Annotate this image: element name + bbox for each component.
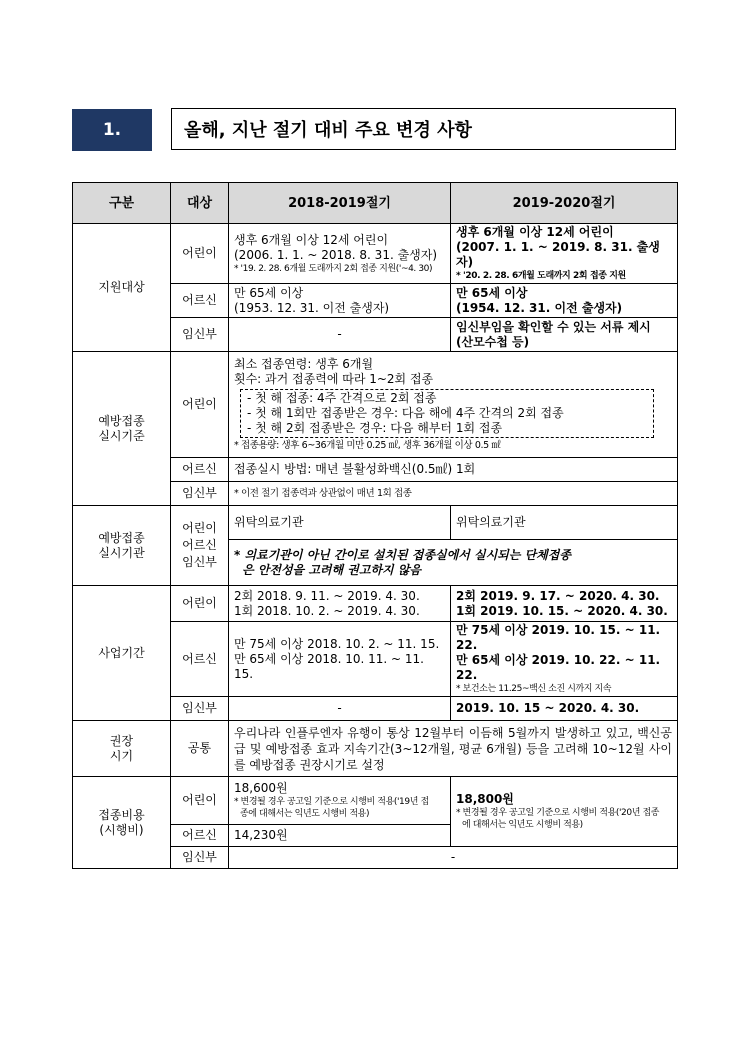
target-child: 어린이 xyxy=(171,777,229,825)
text-line: 생후 6개월 이상 12세 어린이 xyxy=(234,232,389,247)
standard-elder: 접종실시 방법: 매년 불활성화백신(0.5㎖) 1회 xyxy=(229,458,678,482)
target-pregnant: 임신부 xyxy=(171,318,229,352)
text-line: 만 65세 이상 2019. 10. 22. ~ 11. 22. xyxy=(456,653,661,682)
header-prev-season: 2018-2019절기 xyxy=(229,183,451,224)
note: * 변경될 경우 공고일 기준으로 시행비 적용('20년 접종 xyxy=(456,808,660,818)
text-line: 만 75세 이상 2018. 10. 2. ~ 11. 15. xyxy=(234,636,440,651)
support-pregnant-cur xyxy=(451,318,678,352)
text-line: (2007. 1. 1. ~ 2019. 8. 31. 출생자) xyxy=(456,240,660,269)
text-line: (1954. 12. 31. 이전 출생자) xyxy=(456,300,623,315)
note: * '20. 2. 28. 6개월 도래까지 2회 접종 지원 xyxy=(456,271,626,281)
note: * 보건소는 11.25~백신 소진 시까지 지속 xyxy=(456,684,612,694)
target-child: 어린이 xyxy=(171,352,229,458)
note: * 변경될 경우 공고일 기준으로 시행비 적용('19년 접 xyxy=(234,797,429,807)
support-child-cur xyxy=(451,224,678,284)
table-row xyxy=(73,586,678,622)
text-line: 1회 2019. 10. 15. ~ 2020. 4. 30. xyxy=(456,603,668,618)
text-line: 18,800원 xyxy=(456,792,514,806)
text-line: 어르신 xyxy=(182,538,217,552)
text-line: - 첫 해 접종: 4주 간격으로 2회 접종 xyxy=(247,391,437,405)
target-elder: 어르신 xyxy=(171,622,229,697)
text-line: 예방접종 xyxy=(98,530,145,545)
text-line: (시행비) xyxy=(99,822,144,837)
table-row xyxy=(73,506,678,540)
text-line: * 의료기관이 아닌 간이로 설치된 접종실에서 실시되는 단체접종 xyxy=(234,547,571,562)
institution-prev: 위탁의료기관 xyxy=(229,506,451,540)
text-line: 2회 2018. 9. 11. ~ 2019. 4. 30. xyxy=(234,588,420,603)
note: 종에 대해서는 익년도 시행비 적용) xyxy=(240,809,370,819)
header-category: 구분 xyxy=(73,183,171,224)
text-line: - 첫 해 2회 접종받은 경우: 다음 해부터 1회 접종 xyxy=(247,421,503,435)
table-row xyxy=(73,721,678,777)
text-line: 권장 xyxy=(109,733,134,748)
dose-schedule-box xyxy=(240,389,654,438)
table-row xyxy=(73,777,678,825)
institution-cur: 위탁의료기관 xyxy=(451,506,678,540)
section-title-text: 올해, 지난 절기 대비 주요 변경 사항 xyxy=(184,120,472,141)
category-recommend xyxy=(73,721,171,777)
institution-targets xyxy=(171,506,229,586)
text-line: 만 65세 이상 xyxy=(456,285,528,300)
text-line: 임신부 xyxy=(182,555,217,569)
text-line: - 첫 해 1회만 접종받은 경우: 다음 해에 4주 간격의 2회 접종 xyxy=(247,406,564,420)
target-child: 어린이 xyxy=(171,224,229,284)
text-line: 시기 xyxy=(109,748,134,763)
support-child-prev xyxy=(229,224,451,284)
target-elder: 어르신 xyxy=(171,825,229,847)
text-line: 횟수: 과거 접종력에 따라 1~2회 접종 xyxy=(234,372,434,386)
text-line: 예방접종 xyxy=(98,413,145,428)
support-elder-cur xyxy=(451,284,678,318)
text-line: 생후 6개월 이상 12세 어린이 xyxy=(456,225,614,239)
text-line: 최소 접종연령: 생후 6개월 xyxy=(234,357,374,371)
category-cost xyxy=(73,777,171,869)
text-line: 1회 2018. 10. 2. ~ 2019. 4. 30. xyxy=(234,603,420,618)
target-pregnant: 임신부 xyxy=(171,482,229,506)
text-line: 2회 2019. 9. 17. ~ 2020. 4. 30. xyxy=(456,588,660,603)
text-line: (2006. 1. 1. ~ 2018. 8. 31. 출생자) xyxy=(234,247,438,262)
category-period: 사업기간 xyxy=(73,586,171,721)
text-line: 접종비용 xyxy=(98,807,145,822)
target-elder: 어르신 xyxy=(171,284,229,318)
period-child-cur xyxy=(451,586,678,622)
table-header-row xyxy=(73,183,678,224)
cost-child-prev xyxy=(229,777,451,825)
table-row xyxy=(73,224,678,284)
text-line: (산모수첩 등) xyxy=(456,334,530,349)
text-line: 만 75세 이상 2019. 10. 15. ~ 11. 22. xyxy=(456,623,661,652)
cost-elder-prev: 14,230원 xyxy=(229,825,451,847)
institution-note xyxy=(229,540,678,586)
support-elder-prev xyxy=(229,284,451,318)
cost-pregnant: - xyxy=(229,847,678,869)
table-row xyxy=(73,352,678,458)
header-target: 대상 xyxy=(171,183,229,224)
period-pregnant-prev: - xyxy=(229,697,451,721)
text-line: 임신부임을 확인할 수 있는 서류 제시 xyxy=(456,319,651,334)
note: 에 대해서는 익년도 시행비 적용) xyxy=(462,820,583,830)
standard-pregnant: * 이전 절기 접종력과 상관없이 매년 1회 접종 xyxy=(229,482,678,506)
target-elder: 어르신 xyxy=(171,458,229,482)
support-pregnant-prev: - xyxy=(229,318,451,352)
category-institution xyxy=(73,506,171,586)
period-elder-prev xyxy=(229,622,451,697)
note: * '19. 2. 28. 6개월 도래까지 2회 접종 지원('~4. 30) xyxy=(234,263,433,274)
period-pregnant-cur: 2019. 10. 15 ~ 2020. 4. 30. xyxy=(451,697,678,721)
section-title xyxy=(171,108,676,150)
text-line: 만 65세 이상 xyxy=(234,285,304,300)
text-line: 실시기관 xyxy=(98,545,145,560)
text-line: (1953. 12. 31. 이전 출생자) xyxy=(234,300,390,315)
category-support: 지원대상 xyxy=(73,224,171,352)
text-line: 만 65세 이상 2018. 10. 11. ~ 11. 15. xyxy=(234,651,424,681)
header-current-season: 2019-2020절기 xyxy=(451,183,678,224)
category-standard xyxy=(73,352,171,506)
note: * 접종용량: 생후 6~36개월 미만 0.25 ㎖, 생후 36개월 이상 0.5 ㎖ xyxy=(234,440,501,451)
text-line: 은 안전성을 고려해 권고하지 않음 xyxy=(242,562,422,577)
text-line: 18,600원 xyxy=(234,781,288,795)
period-elder-cur xyxy=(451,622,678,697)
changes-table xyxy=(72,182,678,869)
text-line: 실시기준 xyxy=(98,428,145,443)
target-common: 공통 xyxy=(171,721,229,777)
period-child-prev xyxy=(229,586,451,622)
recommend-text: 우리나라 인플루엔자 유행이 통상 12월부터 이듬해 5월까지 발생하고 있고, 백신공급 및 예방접종 효과 지속기간(3~12개월, 평균 6개월) 등을 고려해 10~12월 사이를 예방접종 권장시기로 설정 xyxy=(229,721,678,777)
section-number: 1. xyxy=(72,109,152,151)
standard-child xyxy=(229,352,678,458)
target-child: 어린이 xyxy=(171,586,229,622)
target-pregnant: 임신부 xyxy=(171,847,229,869)
text-line: 어린이 xyxy=(182,521,217,535)
cost-cur xyxy=(451,777,678,847)
target-pregnant: 임신부 xyxy=(171,697,229,721)
